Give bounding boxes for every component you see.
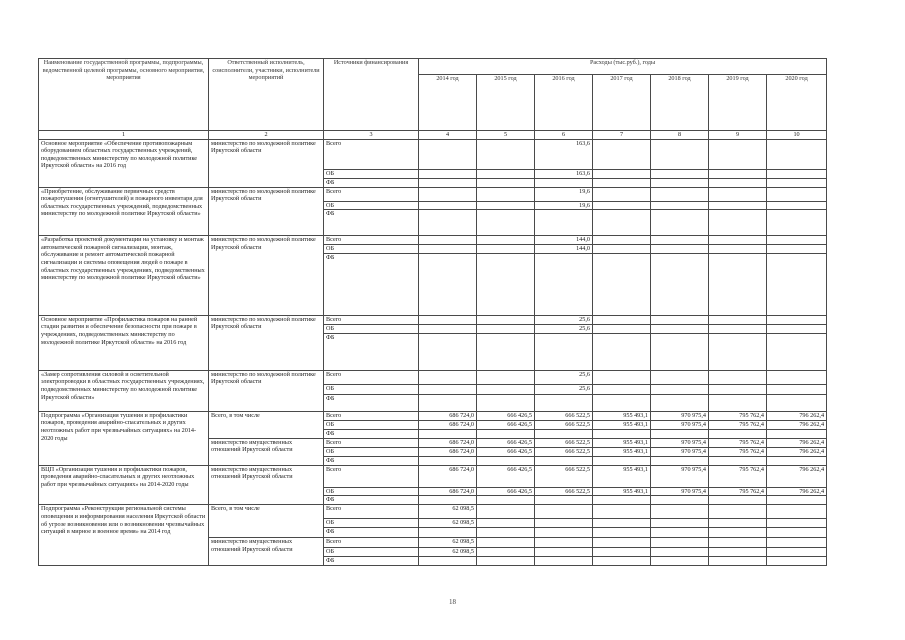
header-year: 2017 год	[593, 75, 651, 131]
amount-cell: 686 724,0	[419, 465, 477, 487]
amount-cell: 163,6	[535, 169, 593, 178]
amount-cell	[477, 519, 535, 528]
funding-source: ОБ	[324, 169, 419, 178]
table-row	[39, 370, 827, 384]
funding-source: ФБ	[324, 210, 419, 236]
funding-source: ФБ	[324, 333, 419, 370]
amount-cell	[419, 528, 477, 538]
amount-cell	[651, 201, 709, 210]
funding-source: Всего	[324, 370, 419, 384]
amount-cell: 19,6	[535, 201, 593, 210]
amount-cell	[477, 548, 535, 557]
column-number: 3	[324, 131, 419, 140]
funding-source: ОБ	[324, 245, 419, 254]
amount-cell	[535, 253, 593, 315]
amount-cell	[593, 187, 651, 201]
amount-cell	[419, 169, 477, 178]
amount-cell	[767, 253, 827, 315]
amount-cell	[535, 548, 593, 557]
amount-cell	[593, 528, 651, 538]
amount-cell: 666 426,5	[477, 438, 535, 447]
amount-cell	[709, 384, 767, 394]
column-number: 9	[709, 131, 767, 140]
amount-cell	[651, 178, 709, 187]
table-row	[39, 187, 827, 201]
amount-cell	[651, 384, 709, 394]
header-year: 2015 год	[477, 75, 535, 131]
amount-cell	[593, 394, 651, 411]
amount-cell: 686 724,0	[419, 438, 477, 447]
amount-cell	[767, 528, 827, 538]
amount-cell: 955 493,1	[593, 465, 651, 487]
executor-cell: министерство имущественных отношений Иркутской области	[209, 538, 324, 566]
amount-cell: 666 522,5	[535, 420, 593, 429]
amount-cell	[767, 201, 827, 210]
funding-source: ОБ	[324, 201, 419, 210]
column-number: 2	[209, 131, 324, 140]
amount-cell	[419, 429, 477, 438]
amount-cell: 686 724,0	[419, 420, 477, 429]
funding-source: Всего	[324, 139, 419, 169]
amount-cell	[477, 456, 535, 465]
amount-cell	[419, 333, 477, 370]
amount-cell	[709, 456, 767, 465]
amount-cell	[419, 245, 477, 254]
amount-cell	[709, 324, 767, 333]
column-number: 10	[767, 131, 827, 140]
amount-cell	[419, 315, 477, 324]
funding-source: Всего	[324, 411, 419, 420]
amount-cell	[535, 178, 593, 187]
executor-cell: министерство по молодежной политике Иркутской области	[209, 315, 324, 370]
amount-cell	[535, 394, 593, 411]
amount-cell	[535, 528, 593, 538]
amount-cell	[419, 324, 477, 333]
executor-cell: министерство по молодежной политике Иркутской области	[209, 236, 324, 316]
amount-cell	[767, 429, 827, 438]
amount-cell	[593, 210, 651, 236]
amount-cell	[709, 253, 767, 315]
amount-cell: 796 262,4	[767, 487, 827, 496]
amount-cell: 796 262,4	[767, 447, 827, 456]
amount-cell	[709, 315, 767, 324]
amount-cell	[709, 528, 767, 538]
executor-cell: министерство по молодежной политике Иркутской области	[209, 187, 324, 236]
page-number: 18	[449, 598, 456, 606]
funding-source: Всего	[324, 505, 419, 519]
amount-cell: 970 975,4	[651, 420, 709, 429]
amount-cell: 25,6	[535, 324, 593, 333]
amount-cell: 25,6	[535, 315, 593, 324]
amount-cell: 666 522,5	[535, 465, 593, 487]
amount-cell	[593, 384, 651, 394]
amount-cell	[477, 557, 535, 566]
amount-cell	[593, 169, 651, 178]
funding-source: ОБ	[324, 384, 419, 394]
budget-table	[38, 58, 827, 566]
amount-cell: 970 975,4	[651, 487, 709, 496]
header-source: Источники финансирования	[324, 59, 419, 131]
column-number: 8	[651, 131, 709, 140]
amount-cell	[593, 496, 651, 505]
amount-cell	[651, 429, 709, 438]
amount-cell	[767, 538, 827, 548]
amount-cell: 666 426,5	[477, 420, 535, 429]
amount-cell	[709, 236, 767, 245]
table-row	[39, 465, 827, 487]
column-number: 1	[39, 131, 209, 140]
table-row	[39, 411, 827, 420]
header-year: 2014 год	[419, 75, 477, 131]
amount-cell	[651, 394, 709, 411]
amount-cell	[419, 236, 477, 245]
amount-cell	[651, 505, 709, 519]
amount-cell	[477, 253, 535, 315]
header-year: 2016 год	[535, 75, 593, 131]
funding-source: ОБ	[324, 487, 419, 496]
amount-cell	[651, 236, 709, 245]
amount-cell	[767, 496, 827, 505]
amount-cell	[419, 496, 477, 505]
amount-cell	[767, 333, 827, 370]
amount-cell: 955 493,1	[593, 411, 651, 420]
amount-cell	[767, 505, 827, 519]
program-name-cell: Подпрограмма «Организация тушения и профилактики пожаров, проведения аварийно-спасательных и других неотложных работ при чрезвычайных ситуациях» на 2014-2020 годы	[39, 411, 209, 465]
amount-cell: 796 262,4	[767, 438, 827, 447]
funding-source: ФБ	[324, 557, 419, 566]
amount-cell	[651, 169, 709, 178]
amount-cell	[419, 210, 477, 236]
amount-cell	[651, 496, 709, 505]
amount-cell	[419, 139, 477, 169]
amount-cell	[535, 505, 593, 519]
program-name-cell: Основное мероприятие «Обеспечение противопожарным оборудованием областных государственных учреждений, подведомственных министерству по молодежной политике Иркутской области» на 2016 год	[39, 139, 209, 187]
amount-cell	[593, 324, 651, 333]
amount-cell	[767, 187, 827, 201]
amount-cell: 163,6	[535, 139, 593, 169]
header-row-top	[39, 59, 827, 75]
amount-cell	[535, 429, 593, 438]
amount-cell	[709, 139, 767, 169]
funding-source: ФБ	[324, 496, 419, 505]
amount-cell	[767, 384, 827, 394]
amount-cell	[709, 505, 767, 519]
amount-cell	[419, 394, 477, 411]
funding-source: ОБ	[324, 519, 419, 528]
amount-cell	[651, 456, 709, 465]
amount-cell: 955 493,1	[593, 420, 651, 429]
column-number-row	[39, 131, 827, 140]
program-name-cell: «Разработка проектной документации на установку и монтаж автоматической пожарной сигнализации, монтаж, обслуживание и ремонт автоматической пожарной сигнализации и системы оповещения людей о пожаре в областных государственных учреждениях, подведомственных министерству по молодежной политике Иркутской области»	[39, 236, 209, 316]
amount-cell	[767, 519, 827, 528]
amount-cell	[767, 210, 827, 236]
program-name-cell: ВЦП «Организация тушения и профилактики пожаров, проведения аварийно-спасательных и других неотложных работ при чрезвычайных ситуациях» на 2014-2020 годы	[39, 465, 209, 505]
amount-cell	[477, 139, 535, 169]
amount-cell	[767, 139, 827, 169]
amount-cell	[477, 169, 535, 178]
amount-cell	[593, 315, 651, 324]
amount-cell: 686 724,0	[419, 411, 477, 420]
amount-cell	[709, 394, 767, 411]
amount-cell	[767, 557, 827, 566]
table-row	[39, 236, 827, 245]
amount-cell	[709, 201, 767, 210]
amount-cell	[767, 370, 827, 384]
amount-cell	[593, 245, 651, 254]
funding-source: Всего	[324, 187, 419, 201]
amount-cell	[767, 236, 827, 245]
executor-cell: министерство имущественных отношений Иркутской области	[209, 465, 324, 505]
amount-cell: 796 262,4	[767, 420, 827, 429]
amount-cell	[709, 210, 767, 236]
amount-cell	[477, 384, 535, 394]
funding-source: ФБ	[324, 456, 419, 465]
header-year: 2019 год	[709, 75, 767, 131]
header-year: 2018 год	[651, 75, 709, 131]
amount-cell	[419, 201, 477, 210]
amount-cell	[593, 139, 651, 169]
amount-cell	[651, 370, 709, 384]
funding-source: ОБ	[324, 447, 419, 456]
executor-cell: министерство по молодежной политике Иркутской области	[209, 139, 324, 187]
amount-cell	[593, 178, 651, 187]
amount-cell	[651, 333, 709, 370]
table-row	[39, 505, 827, 519]
amount-cell: 666 522,5	[535, 411, 593, 420]
amount-cell	[767, 394, 827, 411]
executor-cell: Всего, в том числе	[209, 505, 324, 538]
amount-cell	[767, 245, 827, 254]
amount-cell	[593, 429, 651, 438]
program-name-cell: Подпрограмма «Реконструкция региональной системы оповещения и информирования населения Иркутской области об угрозе возникновения или о возникновении чрезвычайных ситуаций в мирное и военное время» на 2014 год	[39, 505, 209, 566]
amount-cell: 666 522,5	[535, 487, 593, 496]
amount-cell	[767, 548, 827, 557]
amount-cell	[709, 429, 767, 438]
executor-cell: министерство по молодежной политике Иркутской области	[209, 370, 324, 411]
amount-cell: 686 724,0	[419, 447, 477, 456]
amount-cell: 970 975,4	[651, 438, 709, 447]
amount-cell: 970 975,4	[651, 465, 709, 487]
amount-cell: 62 098,5	[419, 505, 477, 519]
amount-cell: 666 426,5	[477, 487, 535, 496]
amount-cell: 666 522,5	[535, 447, 593, 456]
amount-cell	[419, 178, 477, 187]
column-number: 7	[593, 131, 651, 140]
amount-cell	[419, 187, 477, 201]
executor-cell: министерство имущественных отношений Иркутской области	[209, 438, 324, 465]
funding-source: ФБ	[324, 429, 419, 438]
amount-cell	[709, 370, 767, 384]
amount-cell: 796 262,4	[767, 465, 827, 487]
amount-cell: 19,6	[535, 187, 593, 201]
amount-cell	[709, 548, 767, 557]
amount-cell	[709, 169, 767, 178]
column-number: 6	[535, 131, 593, 140]
amount-cell	[651, 548, 709, 557]
amount-cell	[535, 333, 593, 370]
amount-cell	[593, 333, 651, 370]
funding-source: Всего	[324, 315, 419, 324]
amount-cell	[709, 519, 767, 528]
funding-source: ФБ	[324, 528, 419, 538]
amount-cell	[651, 528, 709, 538]
amount-cell	[709, 496, 767, 505]
amount-cell: 795 762,4	[709, 465, 767, 487]
funding-source: Всего	[324, 538, 419, 548]
amount-cell: 144,0	[535, 236, 593, 245]
amount-cell: 955 493,1	[593, 487, 651, 496]
amount-cell	[535, 210, 593, 236]
funding-source: Всего	[324, 438, 419, 447]
amount-cell	[477, 210, 535, 236]
amount-cell	[477, 245, 535, 254]
amount-cell	[593, 548, 651, 557]
amount-cell: 144,0	[535, 245, 593, 254]
amount-cell	[477, 324, 535, 333]
column-number: 5	[477, 131, 535, 140]
amount-cell: 955 493,1	[593, 438, 651, 447]
amount-cell	[767, 324, 827, 333]
funding-source: Всего	[324, 236, 419, 245]
amount-cell	[477, 201, 535, 210]
amount-cell	[651, 253, 709, 315]
table-row	[39, 315, 827, 324]
amount-cell	[767, 315, 827, 324]
executor-cell: Всего, в том числе	[209, 411, 324, 438]
amount-cell	[651, 557, 709, 566]
amount-cell	[767, 178, 827, 187]
amount-cell: 62 098,5	[419, 548, 477, 557]
amount-cell	[593, 201, 651, 210]
table-row	[39, 139, 827, 169]
amount-cell: 795 762,4	[709, 411, 767, 420]
amount-cell	[477, 315, 535, 324]
amount-cell: 796 262,4	[767, 411, 827, 420]
amount-cell	[477, 538, 535, 548]
amount-cell	[593, 253, 651, 315]
amount-cell: 795 762,4	[709, 438, 767, 447]
amount-cell	[535, 456, 593, 465]
amount-cell	[651, 324, 709, 333]
funding-source: ФБ	[324, 253, 419, 315]
amount-cell	[709, 245, 767, 254]
amount-cell	[477, 236, 535, 245]
amount-cell	[477, 187, 535, 201]
amount-cell	[535, 496, 593, 505]
amount-cell	[767, 456, 827, 465]
amount-cell	[477, 370, 535, 384]
amount-cell: 25,6	[535, 384, 593, 394]
amount-cell: 666 426,5	[477, 411, 535, 420]
table-body	[39, 139, 827, 566]
column-number: 4	[419, 131, 477, 140]
amount-cell	[477, 528, 535, 538]
amount-cell	[593, 236, 651, 245]
amount-cell: 62 098,5	[419, 519, 477, 528]
amount-cell	[593, 370, 651, 384]
amount-cell: 795 762,4	[709, 447, 767, 456]
header-expenses: Расходы (тыс.руб.), годы	[419, 59, 827, 75]
header-program: Наименование государственной программы, подпрограммы, ведомственной целевой программы, основного мероприятия, мероприятия	[39, 59, 209, 131]
amount-cell	[651, 245, 709, 254]
amount-cell	[419, 253, 477, 315]
amount-cell: 795 762,4	[709, 487, 767, 496]
amount-cell	[651, 519, 709, 528]
amount-cell: 686 724,0	[419, 487, 477, 496]
amount-cell: 795 762,4	[709, 420, 767, 429]
amount-cell	[535, 538, 593, 548]
amount-cell	[593, 456, 651, 465]
program-name-cell: «Замер сопротивления силовой и осветительной электропроводки в областных государственных учреждениях, подведомственных министерству по молодежной политике Иркутской области»	[39, 370, 209, 411]
amount-cell	[651, 187, 709, 201]
funding-source: Всего	[324, 465, 419, 487]
program-name-cell: Основное мероприятие «Профилактика пожаров на ранней стадии развития и обеспечение безопасности при пожаре в учреждениях, подведомственных министерству по молодежной политике Иркутской области» на 2016 год	[39, 315, 209, 370]
header-year: 2020 год	[767, 75, 827, 131]
funding-source: ОБ	[324, 548, 419, 557]
amount-cell	[709, 178, 767, 187]
program-name-cell: «Приобретение, обслуживание первичных средств пожаротушения (огнетушителей) и пожарного инвентаря для областных государственных учреждений, подведомственных министерству по молодежной политике Иркутской области»	[39, 187, 209, 236]
amount-cell	[477, 505, 535, 519]
amount-cell	[709, 187, 767, 201]
amount-cell: 666 426,5	[477, 465, 535, 487]
amount-cell: 955 493,1	[593, 447, 651, 456]
header-executor: Ответственный исполнитель, соисполнители, участники, исполнители мероприятий	[209, 59, 324, 131]
funding-source: ОБ	[324, 420, 419, 429]
amount-cell	[593, 557, 651, 566]
amount-cell	[651, 139, 709, 169]
amount-cell	[477, 333, 535, 370]
amount-cell	[419, 456, 477, 465]
amount-cell: 62 098,5	[419, 538, 477, 548]
amount-cell	[419, 384, 477, 394]
amount-cell	[477, 429, 535, 438]
amount-cell	[767, 169, 827, 178]
amount-cell: 970 975,4	[651, 411, 709, 420]
amount-cell: 666 522,5	[535, 438, 593, 447]
funding-source: ФБ	[324, 394, 419, 411]
amount-cell	[593, 519, 651, 528]
amount-cell	[419, 557, 477, 566]
amount-cell	[651, 315, 709, 324]
amount-cell	[709, 333, 767, 370]
amount-cell	[593, 538, 651, 548]
amount-cell	[651, 210, 709, 236]
amount-cell	[535, 519, 593, 528]
amount-cell	[593, 505, 651, 519]
amount-cell: 666 426,5	[477, 447, 535, 456]
amount-cell	[477, 178, 535, 187]
amount-cell	[709, 557, 767, 566]
amount-cell: 25,6	[535, 370, 593, 384]
amount-cell	[651, 538, 709, 548]
amount-cell	[477, 496, 535, 505]
amount-cell	[535, 557, 593, 566]
funding-source: ОБ	[324, 324, 419, 333]
funding-source: ФБ	[324, 178, 419, 187]
amount-cell	[709, 538, 767, 548]
amount-cell: 970 975,4	[651, 447, 709, 456]
amount-cell	[477, 394, 535, 411]
amount-cell	[419, 370, 477, 384]
